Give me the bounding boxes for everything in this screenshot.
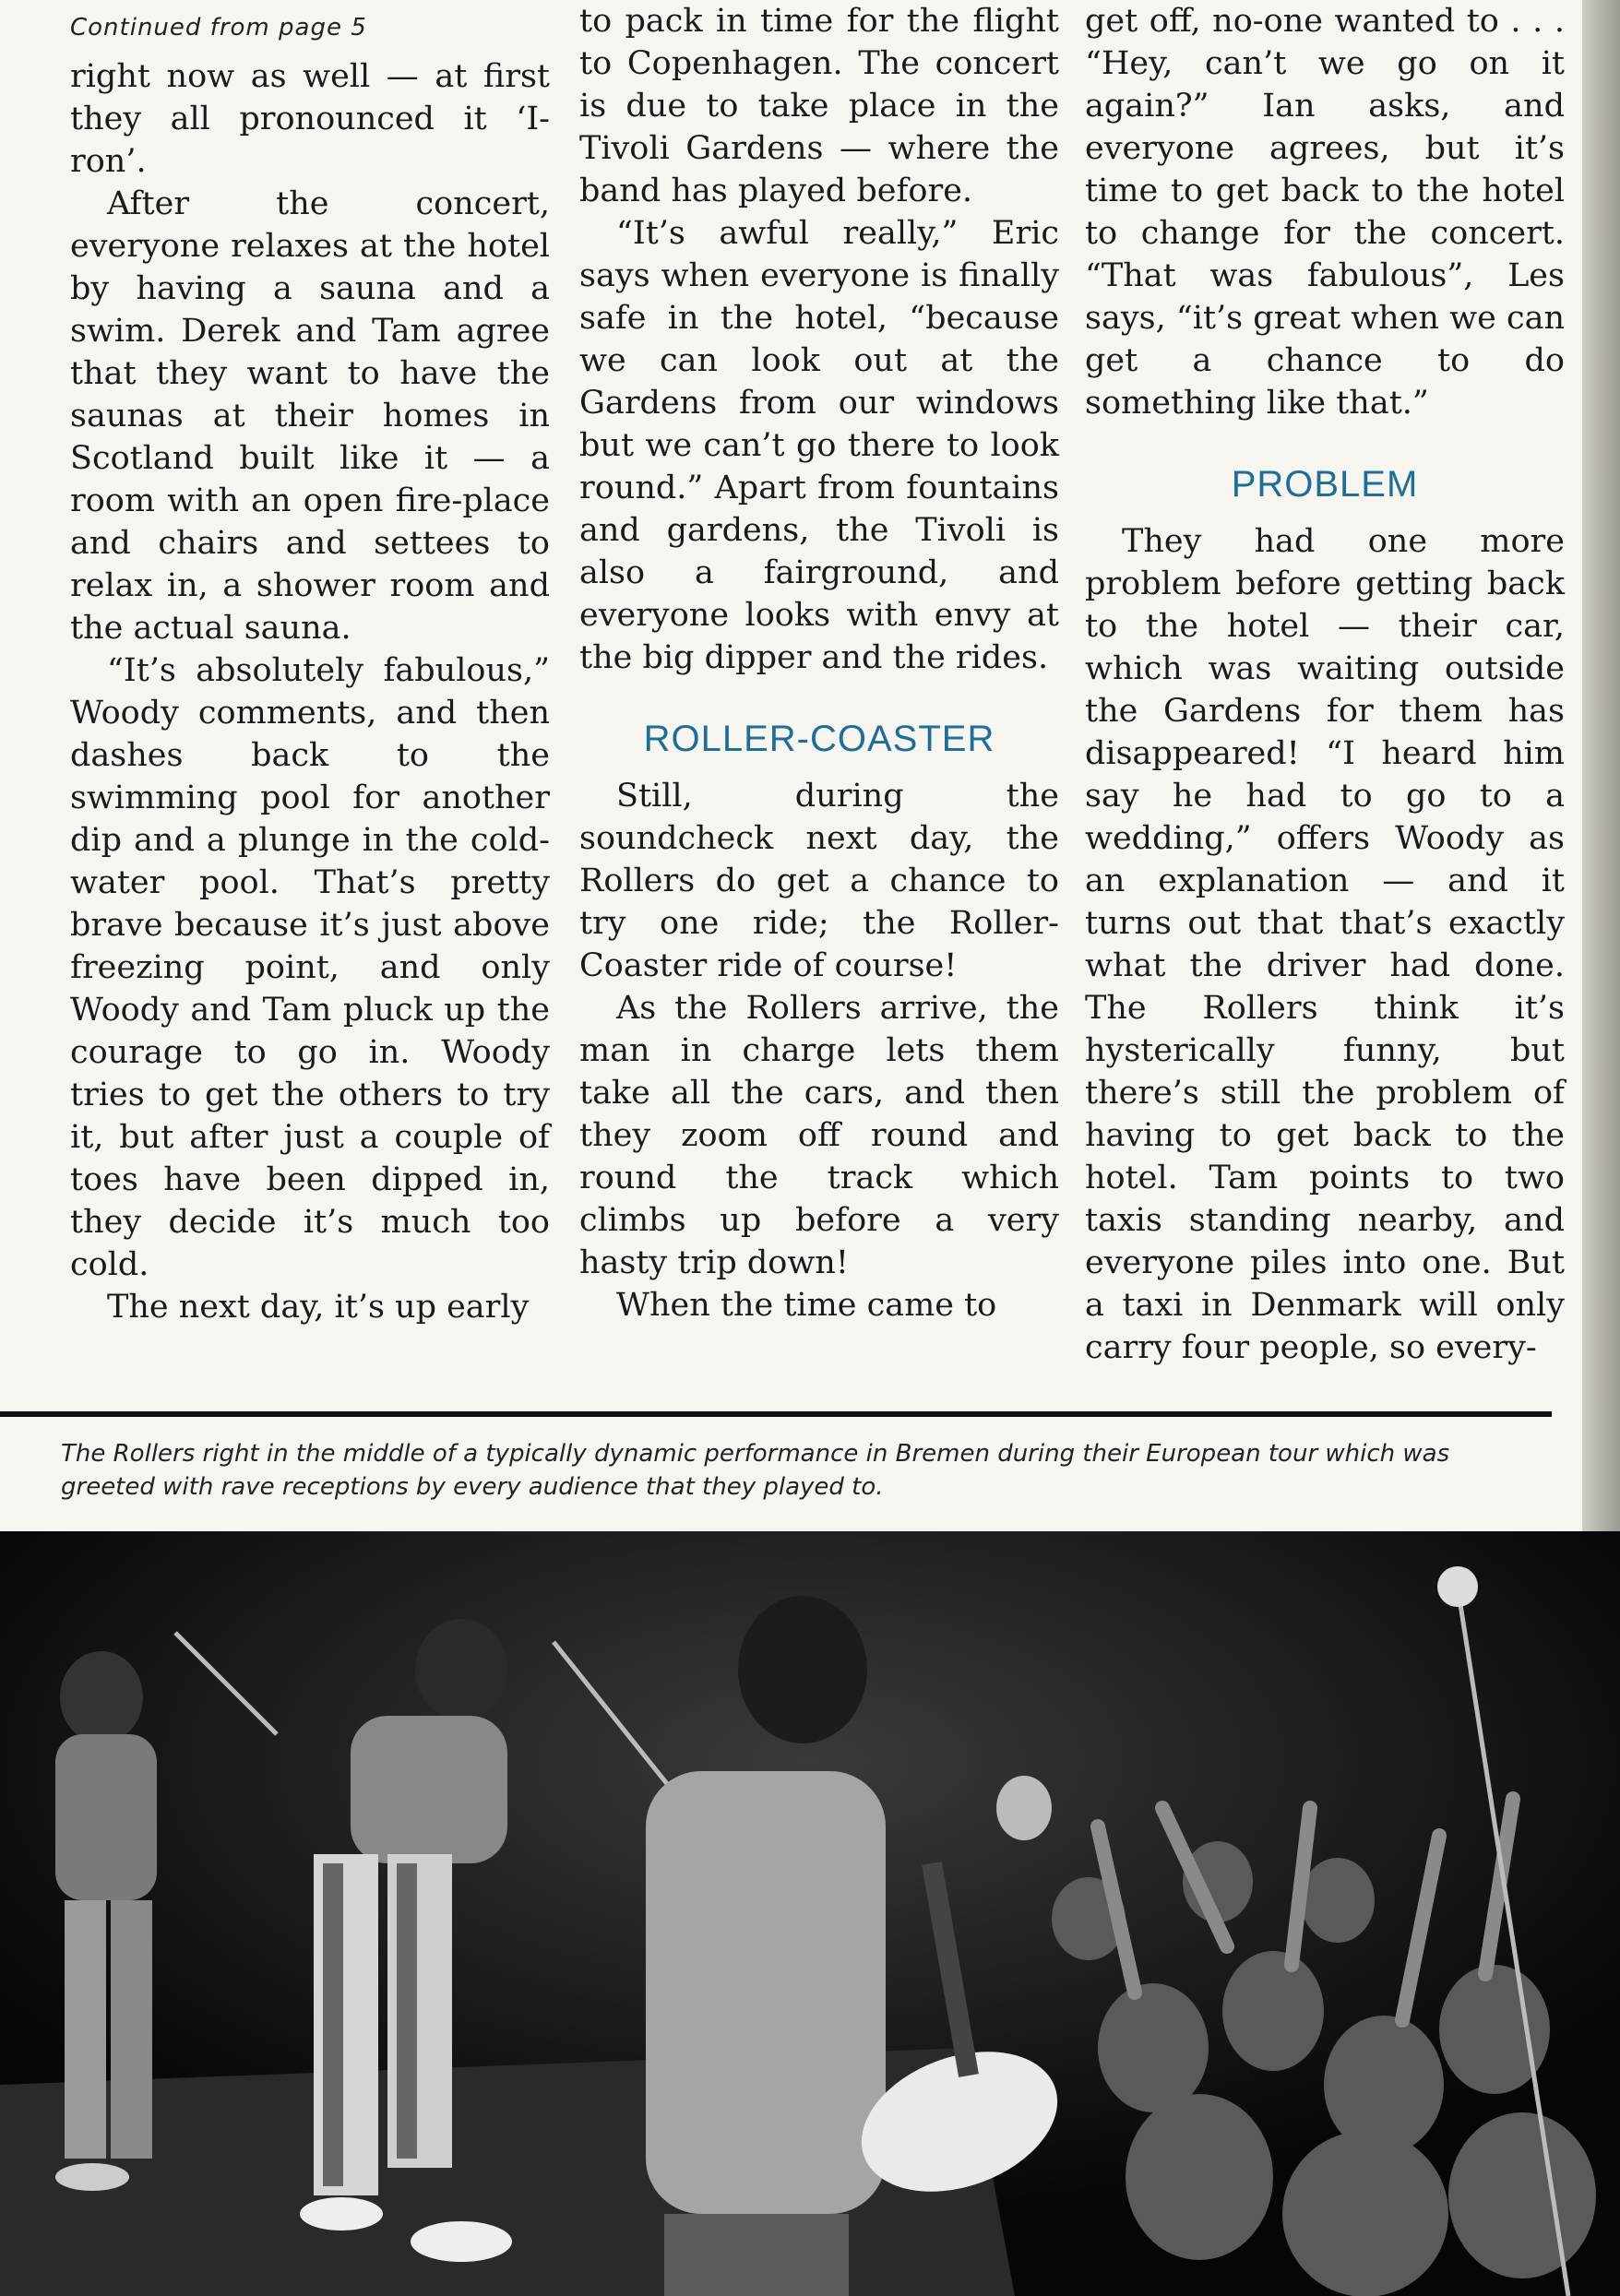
paragraph: The next day, it’s up early xyxy=(107,1289,530,1326)
article-column-2 xyxy=(579,0,1059,1326)
page-edge xyxy=(1582,0,1620,1531)
concert-photo xyxy=(0,1531,1620,2296)
section-heading-roller-coaster: ROLLER-COASTER xyxy=(643,719,995,759)
continued-label: Continued from page 5 xyxy=(70,14,367,42)
paragraph: When the time came to xyxy=(616,1287,997,1324)
paragraph: They had one more problem before getting back to the hotel — their car, which was waiting outside the Gardens for them has disappeared! “I heard him say he had to go to a wedding,” offers Woody as an explanation — and it turns out that that’s exactly what the driver had done. The Rollers think it’s hysterically funny, but there’s still the problem of having to get back to the hotel. Tam points to two taxis standing nearby, and everyone piles into one. But a taxi in Denmark will only carry four people, so every- xyxy=(1085,523,1565,1366)
section-heading-problem: PROBLEM xyxy=(1231,464,1419,505)
photo-caption: The Rollers right in the middle of a typically dynamic performance in Bremen during their European tour which was greeted with rave receptions by every audience that they played to. xyxy=(61,1440,1450,1501)
paragraph: get off, no-one wanted to . . . “Hey, can’t we go on it again?” Ian asks, and everyone agrees, but it’s time to get back to the hotel to change for the concert. “That was fabulous”, Les says, “it’s great when we can get a chance to do something like that.” xyxy=(1085,3,1565,422)
divider-rule xyxy=(0,1411,1552,1417)
paragraph: “It’s absolutely fabulous,” Woody comments, and then dashes back to the swimming pool for another dip and a plunge in the cold-water pool. That’s pretty brave because it’s just above freezing point, and only Woody and Tam pluck up the courage to go in. Woody tries to get the others to try it, but after just a couple of toes have been dipped in, they decide it’s much too cold. xyxy=(70,652,550,1283)
paragraph: After the concert, everyone relaxes at the hotel by having a sauna and a swim. Derek and Tam agree that they want to have the saunas at their homes in Scotland built like it — a room with an open fire-place and chairs and settees to relax in, a shower room and the actual sauna. xyxy=(70,185,550,647)
article-column-3 xyxy=(1085,0,1565,1369)
paragraph: As the Rollers arrive, the man in charge lets them take all the cars, and then they zoom off round and round the track which climbs up before a very hasty trip down! xyxy=(579,990,1059,1281)
concert-photo-illustration xyxy=(0,1531,1620,2296)
paragraph: Still, during the soundcheck next day, the Rollers do get a chance to try one ride; the Roller-Coaster ride of course! xyxy=(579,778,1059,984)
paragraph: “It’s awful really,” Eric says when everyone is finally safe in the hotel, “because we can look out at the Gardens from our windows but we can’t go there to look round.” Apart from fountains and gardens, the Tivoli is also a fairground, and everyone looks with envy at the big dipper and the rides. xyxy=(579,215,1059,676)
paragraph: to pack in time for the flight to Copenhagen. The concert is due to take place in the Tivoli Gardens — where the band has played before. xyxy=(579,3,1059,209)
paragraph: right now as well — at first they all pronounced it ‘I-ron’. xyxy=(70,58,550,180)
article-column-1 xyxy=(70,0,550,1328)
